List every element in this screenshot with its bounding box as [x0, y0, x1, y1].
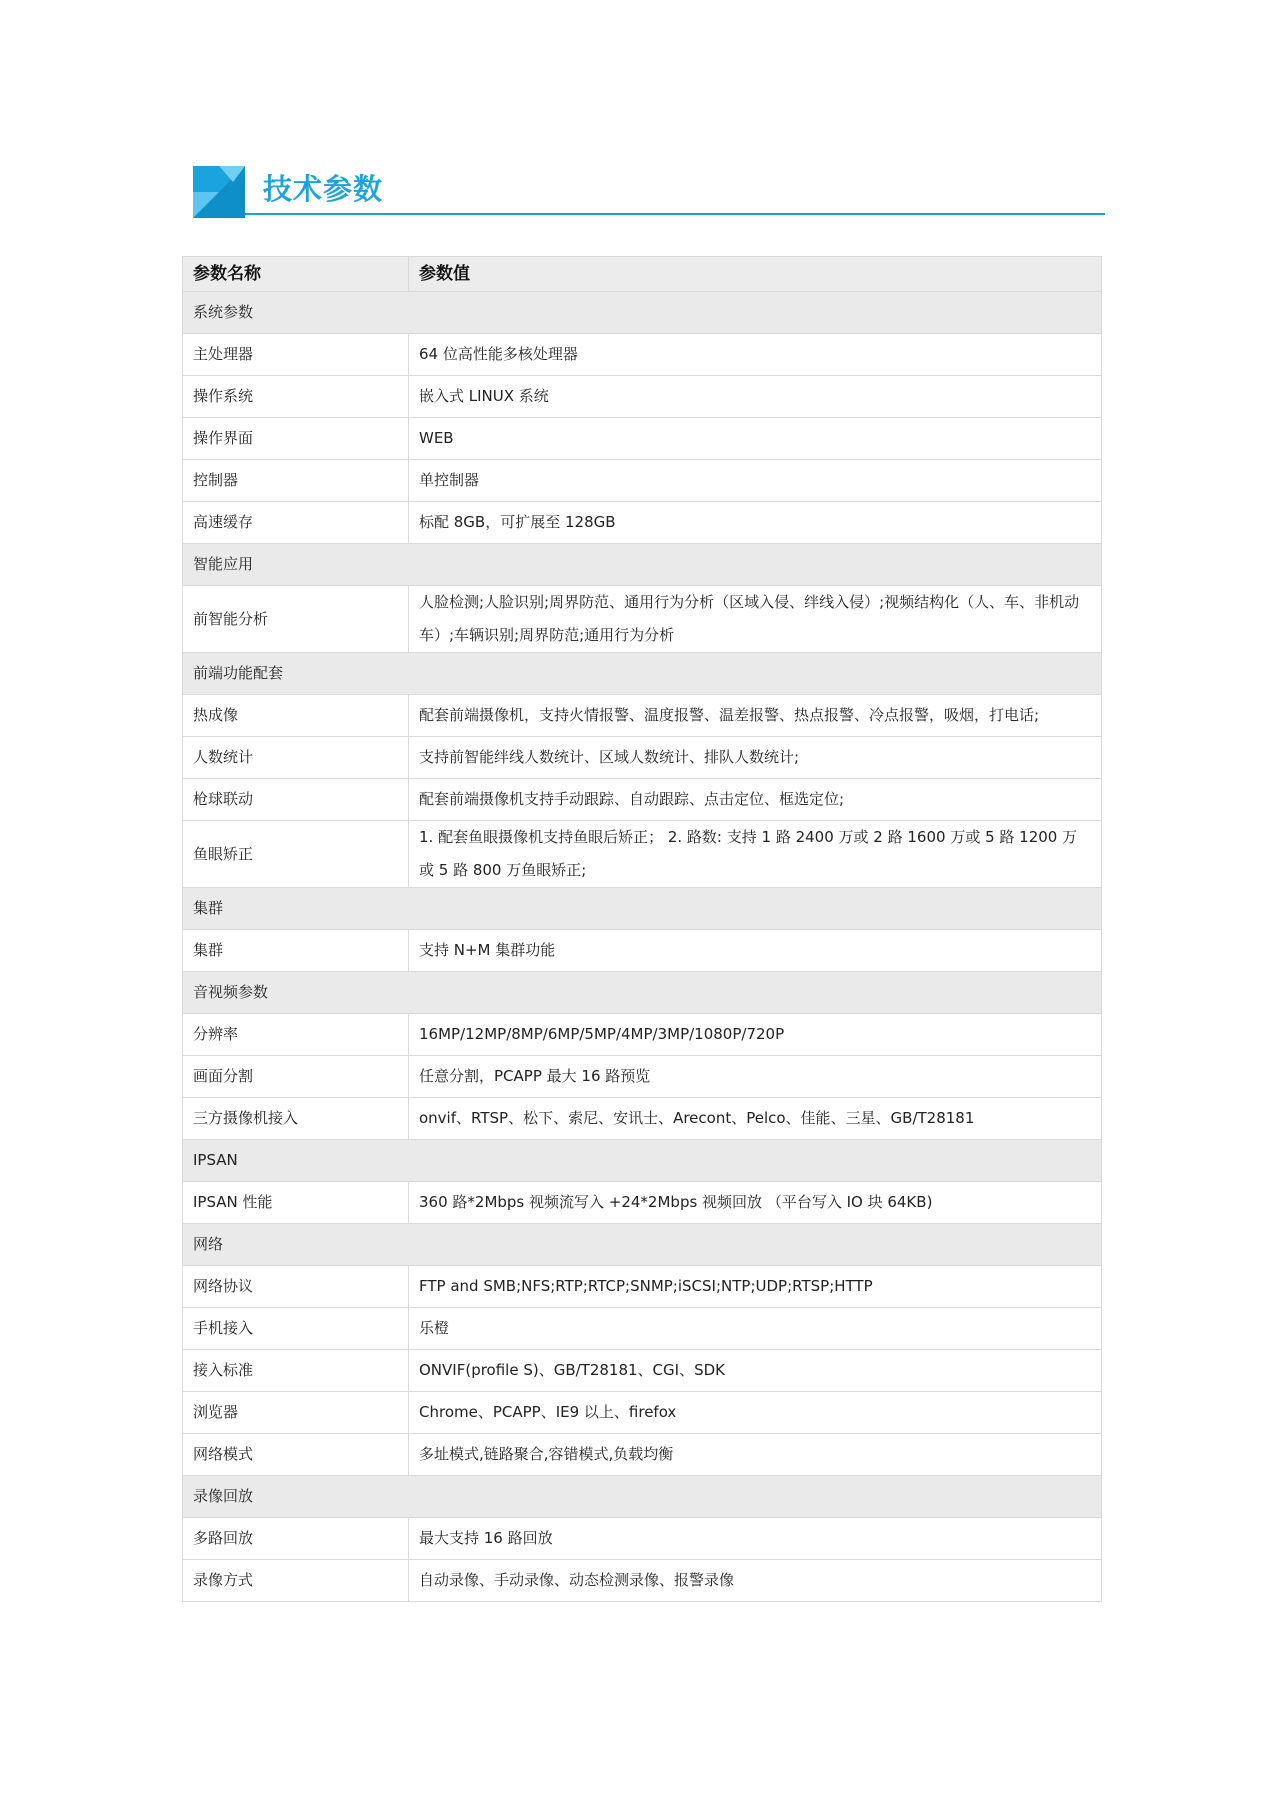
param-value: 360 路*2Mbps 视频流写入 +24*2Mbps 视频回放 （平台写入 IO 块 64KB) — [409, 1182, 1102, 1224]
table-row — [183, 1098, 1102, 1140]
table-row — [183, 334, 1102, 376]
table-row — [183, 418, 1102, 460]
param-value: 最大支持 16 路回放 — [409, 1518, 1102, 1560]
param-value: 单控制器 — [409, 460, 1102, 502]
param-name: 控制器 — [183, 460, 409, 502]
param-value: 嵌入式 LINUX 系统 — [409, 376, 1102, 418]
param-value: 任意分割，PCAPP 最大 16 路预览 — [409, 1056, 1102, 1098]
param-name: 网络模式 — [183, 1434, 409, 1476]
param-name: 热成像 — [183, 695, 409, 737]
param-value: 64 位高性能多核处理器 — [409, 334, 1102, 376]
param-value: 16MP/12MP/8MP/6MP/5MP/4MP/3MP/1080P/720P — [409, 1014, 1102, 1056]
table-row — [183, 737, 1102, 779]
section-row — [183, 888, 1102, 930]
param-name: 三方摄像机接入 — [183, 1098, 409, 1140]
table-row — [183, 930, 1102, 972]
table-row — [183, 779, 1102, 821]
header-underline — [245, 213, 1105, 215]
param-value: 配套前端摄像机，支持火情报警、温度报警、温差报警、热点报警、冷点报警，吸烟，打电话; — [409, 695, 1102, 737]
header-accent-icon — [193, 166, 245, 218]
table-row — [183, 1434, 1102, 1476]
section-label: 录像回放 — [183, 1476, 1102, 1518]
table-header-row — [183, 257, 1102, 292]
section-row — [183, 653, 1102, 695]
param-value: onvif、RTSP、松下、索尼、安讯士、Arecont、Pelco、佳能、三星、GB/T28181 — [409, 1098, 1102, 1140]
param-value: 乐橙 — [409, 1308, 1102, 1350]
table-row — [183, 1056, 1102, 1098]
param-name: IPSAN 性能 — [183, 1182, 409, 1224]
section-row — [183, 1140, 1102, 1182]
section-row — [183, 292, 1102, 334]
param-value: 配套前端摄像机支持手动跟踪、自动跟踪、点击定位、框选定位; — [409, 779, 1102, 821]
param-value: WEB — [409, 418, 1102, 460]
section-label: 网络 — [183, 1224, 1102, 1266]
param-value: FTP and SMB;NFS;RTP;RTCP;SNMP;iSCSI;NTP;UDP;RTSP;HTTP — [409, 1266, 1102, 1308]
table-body — [183, 292, 1102, 1602]
table-row — [183, 586, 1102, 653]
section-label: 智能应用 — [183, 544, 1102, 586]
param-name: 手机接入 — [183, 1308, 409, 1350]
table-row — [183, 502, 1102, 544]
param-name: 网络协议 — [183, 1266, 409, 1308]
param-name: 前智能分析 — [183, 586, 409, 653]
param-name: 高速缓存 — [183, 502, 409, 544]
section-header — [193, 166, 1105, 218]
param-name: 主处理器 — [183, 334, 409, 376]
table-row — [183, 695, 1102, 737]
section-label: 音视频参数 — [183, 972, 1102, 1014]
spec-table — [182, 256, 1102, 1602]
page-title: 技术参数 — [263, 172, 384, 206]
table-row — [183, 1266, 1102, 1308]
table-row — [183, 1014, 1102, 1056]
section-row — [183, 1476, 1102, 1518]
section-row — [183, 1224, 1102, 1266]
param-value: 人脸检测;人脸识别;周界防范、通用行为分析（区域入侵、绊线入侵）;视频结构化（人、车、非机动车）;车辆识别;周界防范;通用行为分析 — [409, 586, 1102, 653]
section-label: 前端功能配套 — [183, 653, 1102, 695]
param-name: 人数统计 — [183, 737, 409, 779]
param-value: Chrome、PCAPP、IE9 以上、firefox — [409, 1392, 1102, 1434]
param-value: 支持前智能绊线人数统计、区域人数统计、排队人数统计; — [409, 737, 1102, 779]
section-row — [183, 972, 1102, 1014]
param-value: ONVIF(profile S)、GB/T28181、CGI、SDK — [409, 1350, 1102, 1392]
table-row — [183, 1560, 1102, 1602]
table-row — [183, 1392, 1102, 1434]
param-name: 多路回放 — [183, 1518, 409, 1560]
param-value: 支持 N+M 集群功能 — [409, 930, 1102, 972]
param-name: 集群 — [183, 930, 409, 972]
param-value: 标配 8GB，可扩展至 128GB — [409, 502, 1102, 544]
table-row — [183, 376, 1102, 418]
table-row — [183, 821, 1102, 888]
param-name: 录像方式 — [183, 1560, 409, 1602]
table-row — [183, 1350, 1102, 1392]
param-name: 接入标准 — [183, 1350, 409, 1392]
section-label: IPSAN — [183, 1140, 1102, 1182]
section-label: 集群 — [183, 888, 1102, 930]
column-header-name: 参数名称 — [183, 257, 409, 292]
table-row — [183, 1518, 1102, 1560]
table-row — [183, 1182, 1102, 1224]
param-name: 浏览器 — [183, 1392, 409, 1434]
param-name: 画面分割 — [183, 1056, 409, 1098]
param-name: 分辨率 — [183, 1014, 409, 1056]
param-name: 操作界面 — [183, 418, 409, 460]
table-row — [183, 1308, 1102, 1350]
param-name: 操作系统 — [183, 376, 409, 418]
param-value: 自动录像、手动录像、动态检测录像、报警录像 — [409, 1560, 1102, 1602]
section-row — [183, 544, 1102, 586]
param-name: 枪球联动 — [183, 779, 409, 821]
table-row — [183, 460, 1102, 502]
param-value: 1. 配套鱼眼摄像机支持鱼眼后矫正； 2. 路数: 支持 1 路 2400 万或 2 路 1600 万或 5 路 1200 万或 5 路 800 万鱼眼矫正; — [409, 821, 1102, 888]
param-value: 多址模式,链路聚合,容错模式,负载均衡 — [409, 1434, 1102, 1476]
section-label: 系统参数 — [183, 292, 1102, 334]
param-name: 鱼眼矫正 — [183, 821, 409, 888]
column-header-value: 参数值 — [409, 257, 1102, 292]
